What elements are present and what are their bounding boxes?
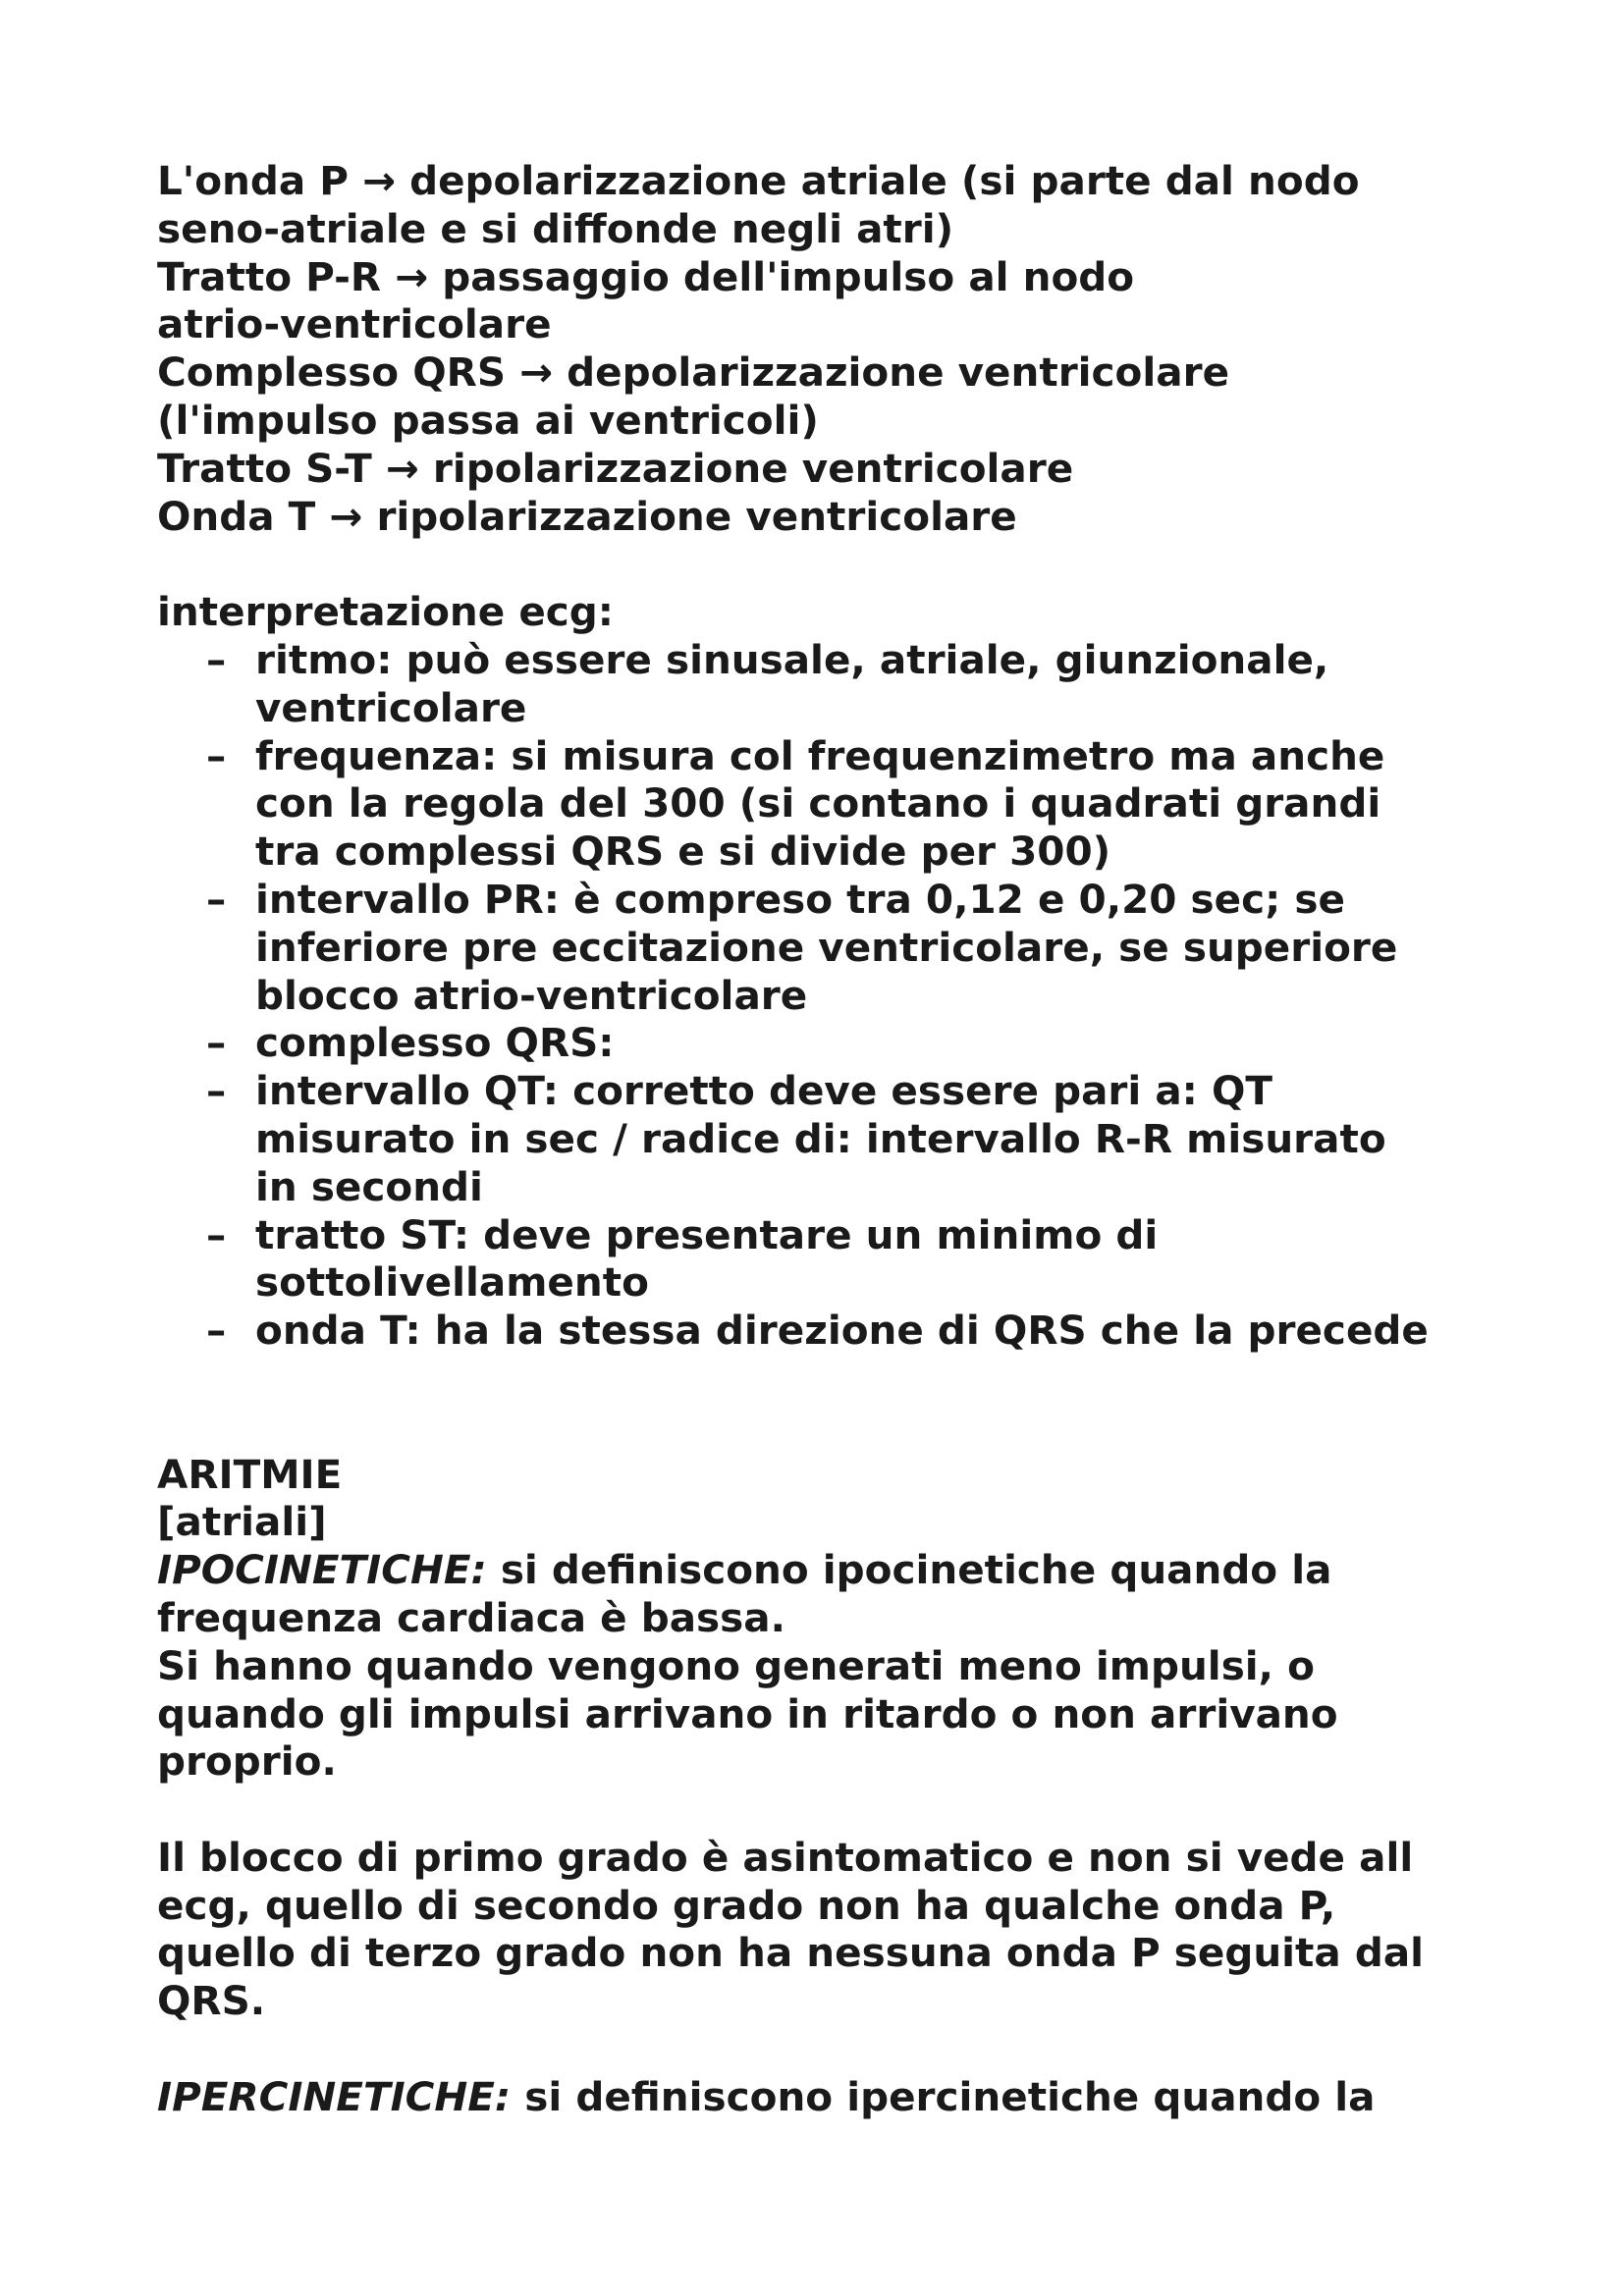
text-line: frequenza cardiaca è bassa.: [157, 1593, 785, 1641]
text-line: onda T: ha la stessa direzione di QRS che la precede: [255, 1307, 1429, 1355]
text-line: misurato in sec / radice di: intervallo R-R misurato: [255, 1114, 1386, 1162]
interpretation-list: [157, 636, 1512, 1355]
list-item: [157, 1211, 1512, 1308]
text-run: si definiscono ipercinetiche quando la: [511, 2072, 1376, 2120]
text-line: proprio.: [157, 1737, 337, 1786]
list-item: [157, 1019, 1512, 1067]
section-subtitle: [atriali]: [157, 1498, 327, 1546]
list-item: [157, 732, 1512, 876]
bullet-dash: –: [206, 1019, 227, 1067]
wave-st: [157, 445, 1512, 493]
text-line: complesso QRS:: [255, 1019, 615, 1067]
blocchi-paragraph: [157, 1834, 1512, 2025]
document-page: [157, 157, 1512, 2121]
bullet-dash: –: [206, 875, 227, 923]
text-line: Tratto S-T → ripolarizzazione ventricolare: [157, 444, 1074, 492]
text-run: si definiscono ipocinetiche quando la: [486, 1546, 1332, 1594]
bullet-dash: –: [206, 1307, 227, 1355]
section-title: ARITMIE: [157, 1450, 343, 1498]
text-line: in secondi: [255, 1162, 483, 1210]
ipocinetiche-paragraph: [157, 1546, 1512, 1786]
ecg-interpretation-section: [157, 588, 1512, 1355]
wave-qrs: [157, 348, 1512, 445]
text-line: quello di terzo grado non ha nessuna onda P seguita dal: [157, 1929, 1425, 1977]
text-line: atrio-ventricolare: [157, 300, 552, 348]
text-line: ventricolare: [255, 683, 527, 731]
spacer: [157, 540, 1512, 588]
ecg-waves-section: [157, 157, 1512, 540]
text-line: QRS.: [157, 1977, 266, 2025]
ipercinetiche-paragraph: [157, 2073, 1512, 2121]
section-heading: interpretazione ecg:: [157, 588, 614, 636]
term-label: IPOCINETICHE:: [157, 1546, 487, 1594]
text-line: Complesso QRS → depolarizzazione ventricolare: [157, 348, 1230, 397]
bullet-dash: –: [206, 635, 227, 683]
wave-p: [157, 157, 1512, 253]
text-line: Si hanno quando vengono generati meno impulsi, o: [157, 1641, 1315, 1689]
text-line: blocco atrio-ventricolare: [255, 971, 808, 1019]
text-line: L'onda P → depolarizzazione atriale (si parte dal nodo: [157, 157, 1360, 204]
term-label: IPERCINETICHE:: [157, 2072, 512, 2120]
text-line: sottolivellamento: [255, 1258, 649, 1307]
spacer: [157, 2025, 1512, 2073]
text-line: quando gli impulsi arrivano in ritardo o non arrivano: [157, 1689, 1338, 1737]
text-line: tra complessi QRS e si divide per 300): [255, 828, 1111, 876]
text-line: frequenza: si misura col frequenzimetro ma anche: [255, 731, 1385, 779]
text-line: [157, 2073, 1512, 2121]
text-line: inferiore pre eccitazione ventricolare, se superiore: [255, 923, 1398, 971]
text-line: Il blocco di primo grado è asintomatico e non si vede all: [157, 1833, 1414, 1881]
bullet-dash: –: [206, 1210, 227, 1258]
text-line: tratto ST: deve presentare un minimo di: [255, 1210, 1159, 1258]
text-line: ritmo: può essere sinusale, atriale, giunzionale,: [255, 635, 1329, 683]
text-line: intervallo PR: è compreso tra 0,12 e 0,20 sec; se: [255, 875, 1345, 923]
list-item: [157, 636, 1512, 732]
text-line: (l'impulso passa ai ventricoli): [157, 396, 819, 444]
list-item: [157, 1067, 1512, 1210]
wave-pr: [157, 253, 1512, 349]
wave-t: [157, 493, 1512, 541]
aritmie-section: [157, 1451, 1512, 2121]
bullet-dash: –: [206, 731, 227, 779]
text-line: Tratto P-R → passaggio dell'impulso al nodo: [157, 252, 1135, 300]
text-line: intervallo QT: corretto deve essere pari a: QT: [255, 1067, 1273, 1115]
text-line: con la regola del 300 (si contano i quadrati grandi: [255, 779, 1381, 828]
text-line: ecg, quello di secondo grado non ha qualche onda P,: [157, 1881, 1336, 1929]
text-line: [157, 1546, 1512, 1594]
text-line: Onda T → ripolarizzazione ventricolare: [157, 492, 1017, 540]
spacer: [157, 1786, 1512, 1834]
text-line: seno-atriale e si diffonde negli atri): [157, 204, 954, 252]
bullet-dash: –: [206, 1067, 227, 1115]
list-item: [157, 876, 1512, 1019]
list-item: [157, 1307, 1512, 1355]
spacer: [157, 1355, 1512, 1451]
